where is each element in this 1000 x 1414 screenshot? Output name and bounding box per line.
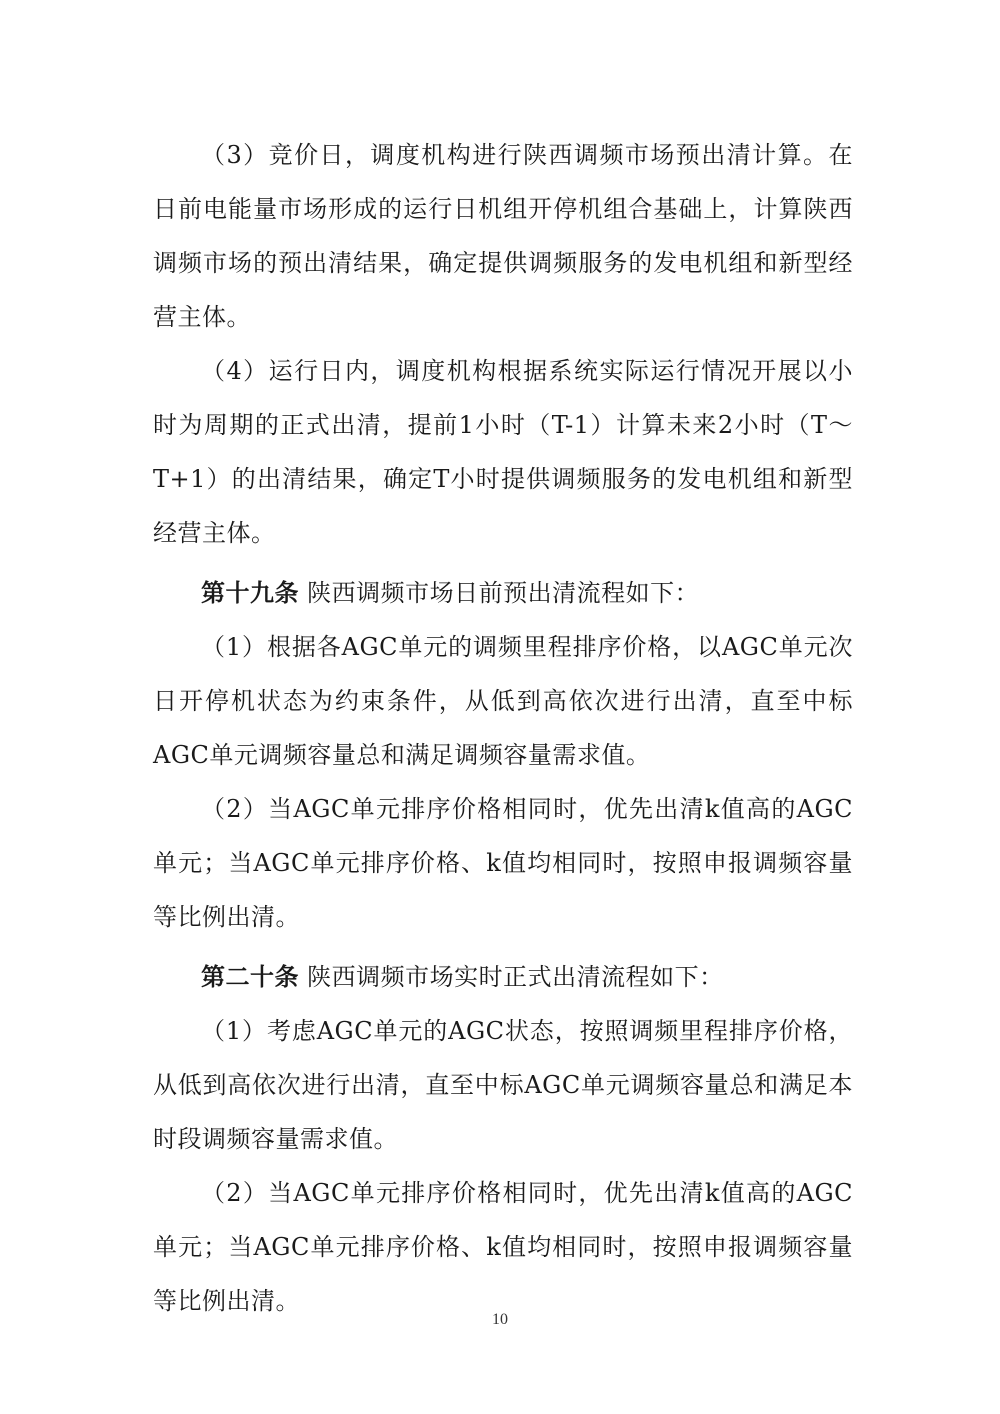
paragraph-3: （3）竞价日，调度机构进行陕西调频市场预出清计算。在日前电能量市场形成的运行日机组开停机组合基础上，计算陕西调频市场的预出清结果，确定提供调频服务的发电机组和新型经营主体。: [153, 141, 853, 331]
article-20-item-1: （1）考虑AGC单元的AGC状态，按照调频里程排序价格，从低到高依次进行出清，直至中标AGC单元调频容量总和满足本时段调频容量需求值。: [153, 1017, 853, 1153]
article-19-intro: 陕西调频市场日前预出清流程如下：: [307, 579, 700, 607]
article-20-heading: [153, 950, 853, 1004]
article-19-item-1: （1）根据各AGC单元的调频里程排序价格，以AGC单元次日开停机状态为约束条件，从低到高依次进行出清，直至中标AGC单元调频容量总和满足调频容量需求值。: [153, 633, 853, 769]
paragraph-4: （4）运行日内，调度机构根据系统实际运行情况开展以小时为周期的正式出清，提前1小时（T-1）计算未来2小时（T～T+1）的出清结果，确定T小时提供调频服务的发电机组和新型经营主体。: [153, 357, 853, 547]
article-20-title: 第二十条: [201, 962, 299, 991]
article-19-title: 第十九条: [201, 578, 299, 607]
article-19-item-2: （2）当AGC单元排序价格相同时，优先出清k值高的AGC单元；当AGC单元排序价格、k值均相同时，按照申报调频容量等比例出清。: [153, 795, 853, 931]
article-19-heading: [153, 566, 853, 620]
page-number: 10: [492, 1311, 508, 1328]
document-body: [153, 128, 853, 1328]
article-20-item-2: （2）当AGC单元排序价格相同时，优先出清k值高的AGC单元；当AGC单元排序价格、k值均相同时，按照申报调频容量等比例出清。: [153, 1179, 853, 1315]
article-20-intro: 陕西调频市场实时正式出清流程如下：: [307, 963, 724, 991]
